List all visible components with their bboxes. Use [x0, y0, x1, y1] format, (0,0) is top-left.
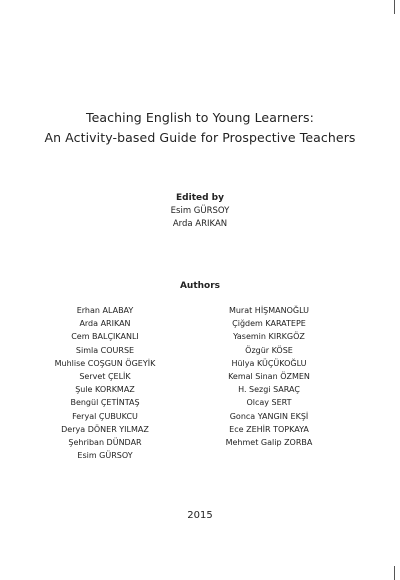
author-name: Kemal Sinan ÖZMEN: [228, 372, 310, 382]
author-name: Şehriban DÜNDAR: [68, 438, 142, 448]
title-line-1: Teaching English to Young Learners:: [86, 110, 314, 125]
author-name: Gonca YANGIN EKŞİ: [229, 411, 309, 421]
author-name: Esim GÜRSOY: [77, 451, 133, 461]
author-name: Murat HİŞMANOĞLU: [228, 306, 310, 315]
author-name: Arda ARIKAN: [79, 319, 131, 329]
author-name: Şule KORKMAZ: [75, 385, 135, 395]
author-name: H. Sezgi SARAÇ: [238, 385, 300, 395]
author-name: Mehmet Galip ZORBA: [225, 438, 313, 448]
author-name: Özgür KÖSE: [245, 345, 293, 355]
crop-marks: [393, 0, 398, 580]
book-title: [0, 108, 400, 148]
edited-by-heading: Edited by: [176, 193, 224, 203]
author-name: Erhan ALABAY: [76, 306, 134, 315]
author-name: Yasemin KIRKGÖZ: [233, 332, 305, 342]
author-name: Servet ÇELİK: [79, 372, 131, 382]
author-name: Olcay SERT: [246, 398, 292, 408]
author-name: Muhlise COŞGUN ÖGEYİK: [54, 358, 156, 368]
publication-year: 2015: [187, 510, 213, 521]
author-name: Hülya KÜÇÜKOĞLU: [231, 358, 307, 368]
authors-column-right: [194, 304, 344, 449]
authors-heading: Authors: [179, 281, 221, 291]
editor-name: Esim GÜRSOY: [170, 206, 230, 216]
author-name: Derya DÖNER YILMAZ: [61, 424, 149, 434]
author-name: Feryal ÇUBUKCU: [72, 411, 138, 421]
author-name: Ece ZEHİR TOPKAYA: [229, 424, 309, 434]
authors-column-left: [30, 304, 180, 462]
author-name: Simla COURSE: [75, 345, 135, 355]
title-line-2: An Activity-based Guide for Prospective Teachers: [44, 130, 356, 145]
editors-section: [0, 191, 400, 231]
author-name: Bengül ÇETİNTAŞ: [70, 398, 140, 408]
editor-name: Arda ARIKAN: [172, 219, 228, 229]
author-name: Cem BALÇIKANLI: [71, 332, 139, 342]
author-name: Çiğdem KARATEPE: [232, 319, 306, 329]
